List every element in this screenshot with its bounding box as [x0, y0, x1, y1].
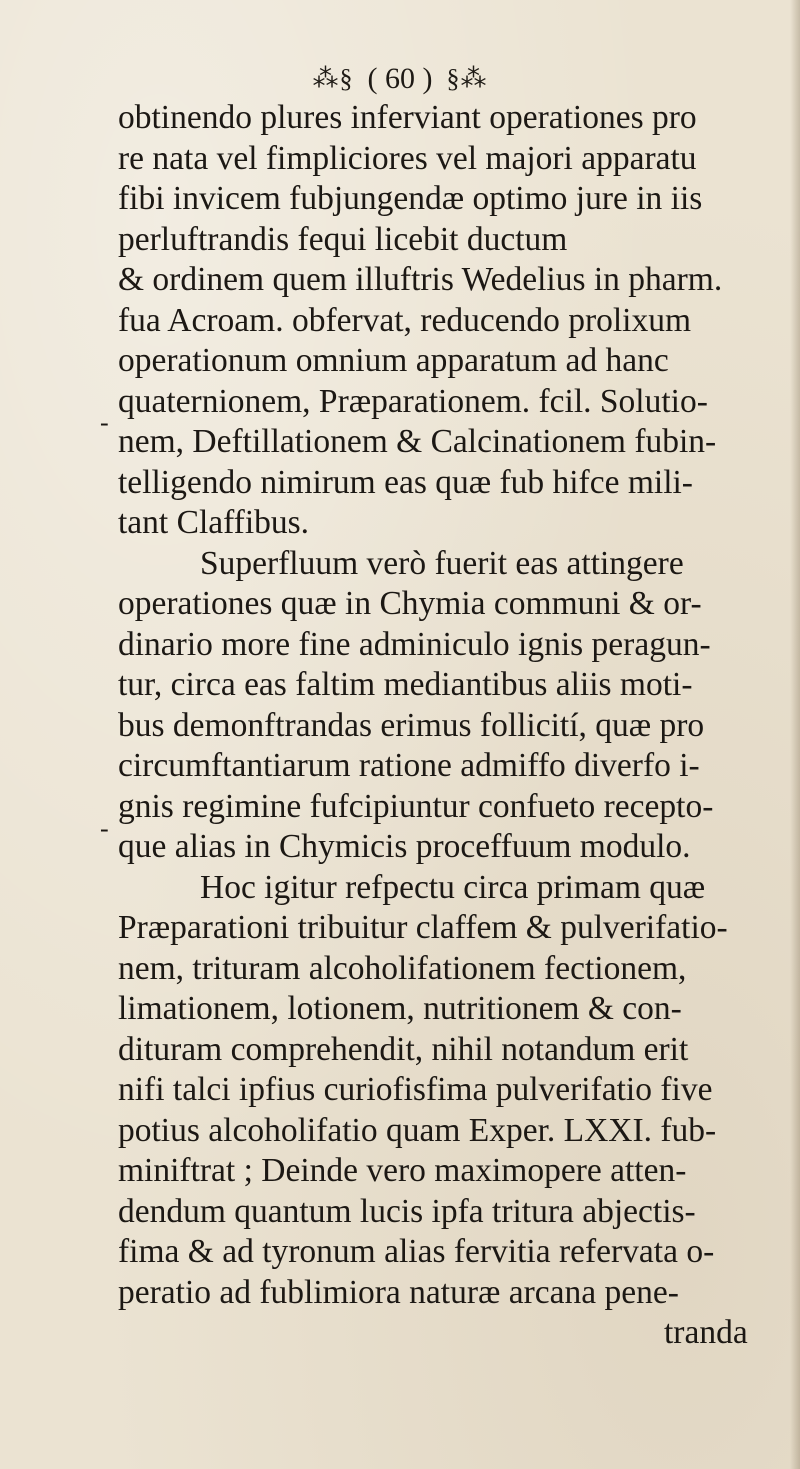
text-line: fibi invicem fubjungendæ optimo jure in iis: [118, 180, 703, 217]
text-line: quaternionem, Præparationem. fcil. Solutio-: [118, 382, 708, 420]
paragraph-start-line: Superfluum verò fuerit eas attingere: [200, 544, 684, 582]
text-line: Præparationi tribuitur claffem & pulverifatio-: [118, 909, 728, 946]
text-line: tant Claffibus.: [118, 504, 310, 541]
text-line: re nata vel fimpliciores vel majori apparatu: [118, 139, 697, 177]
text-line: dinario more fine adminiculo ignis peragun-: [118, 625, 711, 663]
text-line: fima & ad tyronum alias fervitia refervata o-: [118, 1233, 715, 1270]
margin-dash-mark: -: [100, 408, 109, 437]
text-line: nem, Deftillationem & Calcinationem fubin-: [118, 423, 717, 460]
page-header: [0, 62, 800, 96]
text-line: operationes quæ in Chymia communi & or-: [118, 585, 702, 622]
text-line: peratio ad fublimiora naturæ arcana pene-: [118, 1273, 679, 1311]
text-line: & ordinem quem illuftris Wedelius in pharm.: [118, 261, 723, 298]
header-ornament-left: ⁂§: [312, 64, 354, 93]
text-line: dituram comprehendit, nihil notandum erit: [118, 1030, 689, 1068]
text-line: circumftantiarum ratione admiffo diverfo i-: [118, 747, 700, 784]
margin-dash-mark: -: [100, 814, 109, 843]
page-number: ( 60 ): [367, 62, 433, 95]
text-line: nifi talci ipfius curiofisfima pulverifatio five: [118, 1071, 713, 1108]
text-line: obtinendo plures inferviant operationes pro: [118, 99, 697, 136]
text-line: miniftrat ; Deinde vero maximopere atten-: [118, 1152, 687, 1189]
text-line: gnis regimine fufcipiuntur confueto recepto-: [118, 787, 714, 825]
text-line: fua Acroam. obfervat, reducendo prolixum: [118, 301, 692, 339]
body-text: [118, 98, 794, 1354]
text-line: nem, trituram alcoholifationem fectionem,: [118, 949, 687, 987]
text-line: potius alcoholifatio quam Exper. LXXI. fub-: [118, 1111, 717, 1149]
text-line: perluftrandis fequi licebit ductum: [118, 220, 568, 258]
paragraph-start-line: Hoc igitur refpectu circa primam quæ: [200, 868, 706, 906]
text-line: operationum omnium apparatum ad hanc: [118, 342, 669, 379]
text-line: telligendo nimirum eas quæ fub hifce mili-: [118, 463, 693, 501]
text-line: dendum quantum lucis ipfa tritura abjectis-: [118, 1192, 696, 1230]
text-line: bus demonftrandas erimus follicití, quæ pro: [118, 706, 705, 744]
text-line: que alias in Chymicis proceffuum modulo.: [118, 828, 691, 865]
header-ornament-right: §⁂: [446, 64, 488, 93]
text-line: limationem, lotionem, nutritionem & con-: [118, 990, 682, 1027]
text-line: tur, circa eas faltim mediantibus aliis moti-: [118, 666, 693, 703]
catchword: tranda: [664, 1314, 748, 1351]
